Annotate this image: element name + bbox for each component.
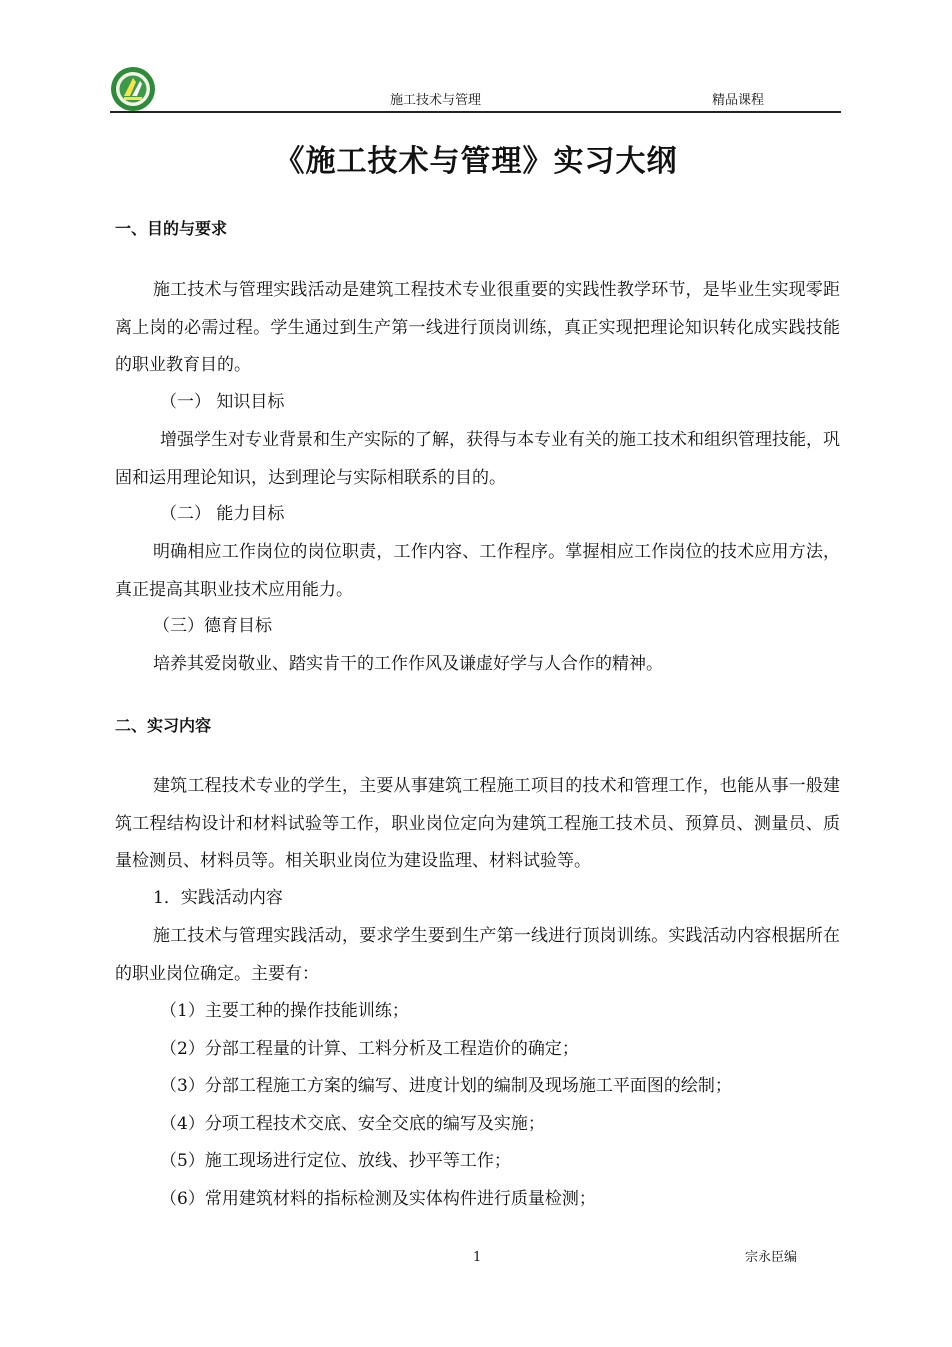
paragraph-moral: 培养其爱岗敬业、踏实肯干的工作作风及谦虚好学与人合作的精神。	[153, 654, 663, 674]
list-item: （5）施工现场进行定位、放线、抄平等工作；	[160, 1151, 511, 1171]
section-heading-goals: 一、目的与要求	[115, 219, 228, 238]
list-item: （2）分部工程量的计算、工料分析及工程造价的确定；	[160, 1039, 579, 1059]
header-course-tag: 精品课程	[712, 93, 765, 108]
paragraph-ability: 明确相应工作岗位的岗位职责，工作内容、工作程序。掌握相应工作岗位的技术应用方法，真正提高其职业技术应用能力。	[115, 542, 840, 600]
page-number: 1	[473, 1250, 482, 1265]
list-item: （1）主要工种的操作技能训练；	[160, 1001, 409, 1021]
subheading-knowledge: （一） 知识目标	[160, 392, 285, 412]
paragraph-knowledge: 增强学生对专业背景和生产实际的了解，获得与本专业有关的施工技术和组织管理技能，巩固和运用理论知识，达到理论与实际相联系的目的。	[115, 430, 840, 488]
list-item: （3）分部工程施工方案的编写、进度计划的编制及现场施工平面图的绘制；	[160, 1076, 732, 1096]
section-heading-content: 二、实习内容	[115, 716, 212, 735]
footer-editor: 宗永臣编	[745, 1250, 798, 1265]
header-divider	[110, 111, 841, 113]
paragraph-content-intro: 建筑工程技术专业的学生，主要从事建筑工程施工项目的技术和管理工作，也能从事一般建筑工程结构设计和材料试验等工作，职业岗位定向为建筑工程施工技术员、预算员、测量员、质量检测员、材料员等。相关职业岗位为建设监理、材料试验等。	[115, 776, 840, 871]
paragraph-practice: 施工技术与管理实践活动，要求学生要到生产第一线进行顶岗训练。实践活动内容根据所在的职业岗位确定。主要有：	[115, 926, 840, 984]
subheading-moral: （三）德育目标	[153, 616, 272, 636]
list-item: （4）分项工程技术交底、安全交底的编写及实施；	[160, 1114, 545, 1134]
list-item: （6）常用建筑材料的指标检测及实体构件进行质量检测；	[160, 1189, 596, 1209]
header-course-name: 施工技术与管理	[390, 93, 482, 108]
document-title: 《施工技术与管理》实习大纲	[274, 144, 678, 179]
paragraph-goals-intro: 施工技术与管理实践活动是建筑工程技术专业很重要的实践性教学环节，是毕业生实现零距离上岗的必需过程。学生通过到生产第一线进行顶岗训练，真正实现把理论知识转化成实践技能的职业教育目的。	[115, 280, 840, 375]
subheading-practice: 1．实践活动内容	[153, 888, 283, 908]
subheading-ability: （二） 能力目标	[160, 504, 285, 524]
school-logo-icon	[110, 66, 156, 112]
